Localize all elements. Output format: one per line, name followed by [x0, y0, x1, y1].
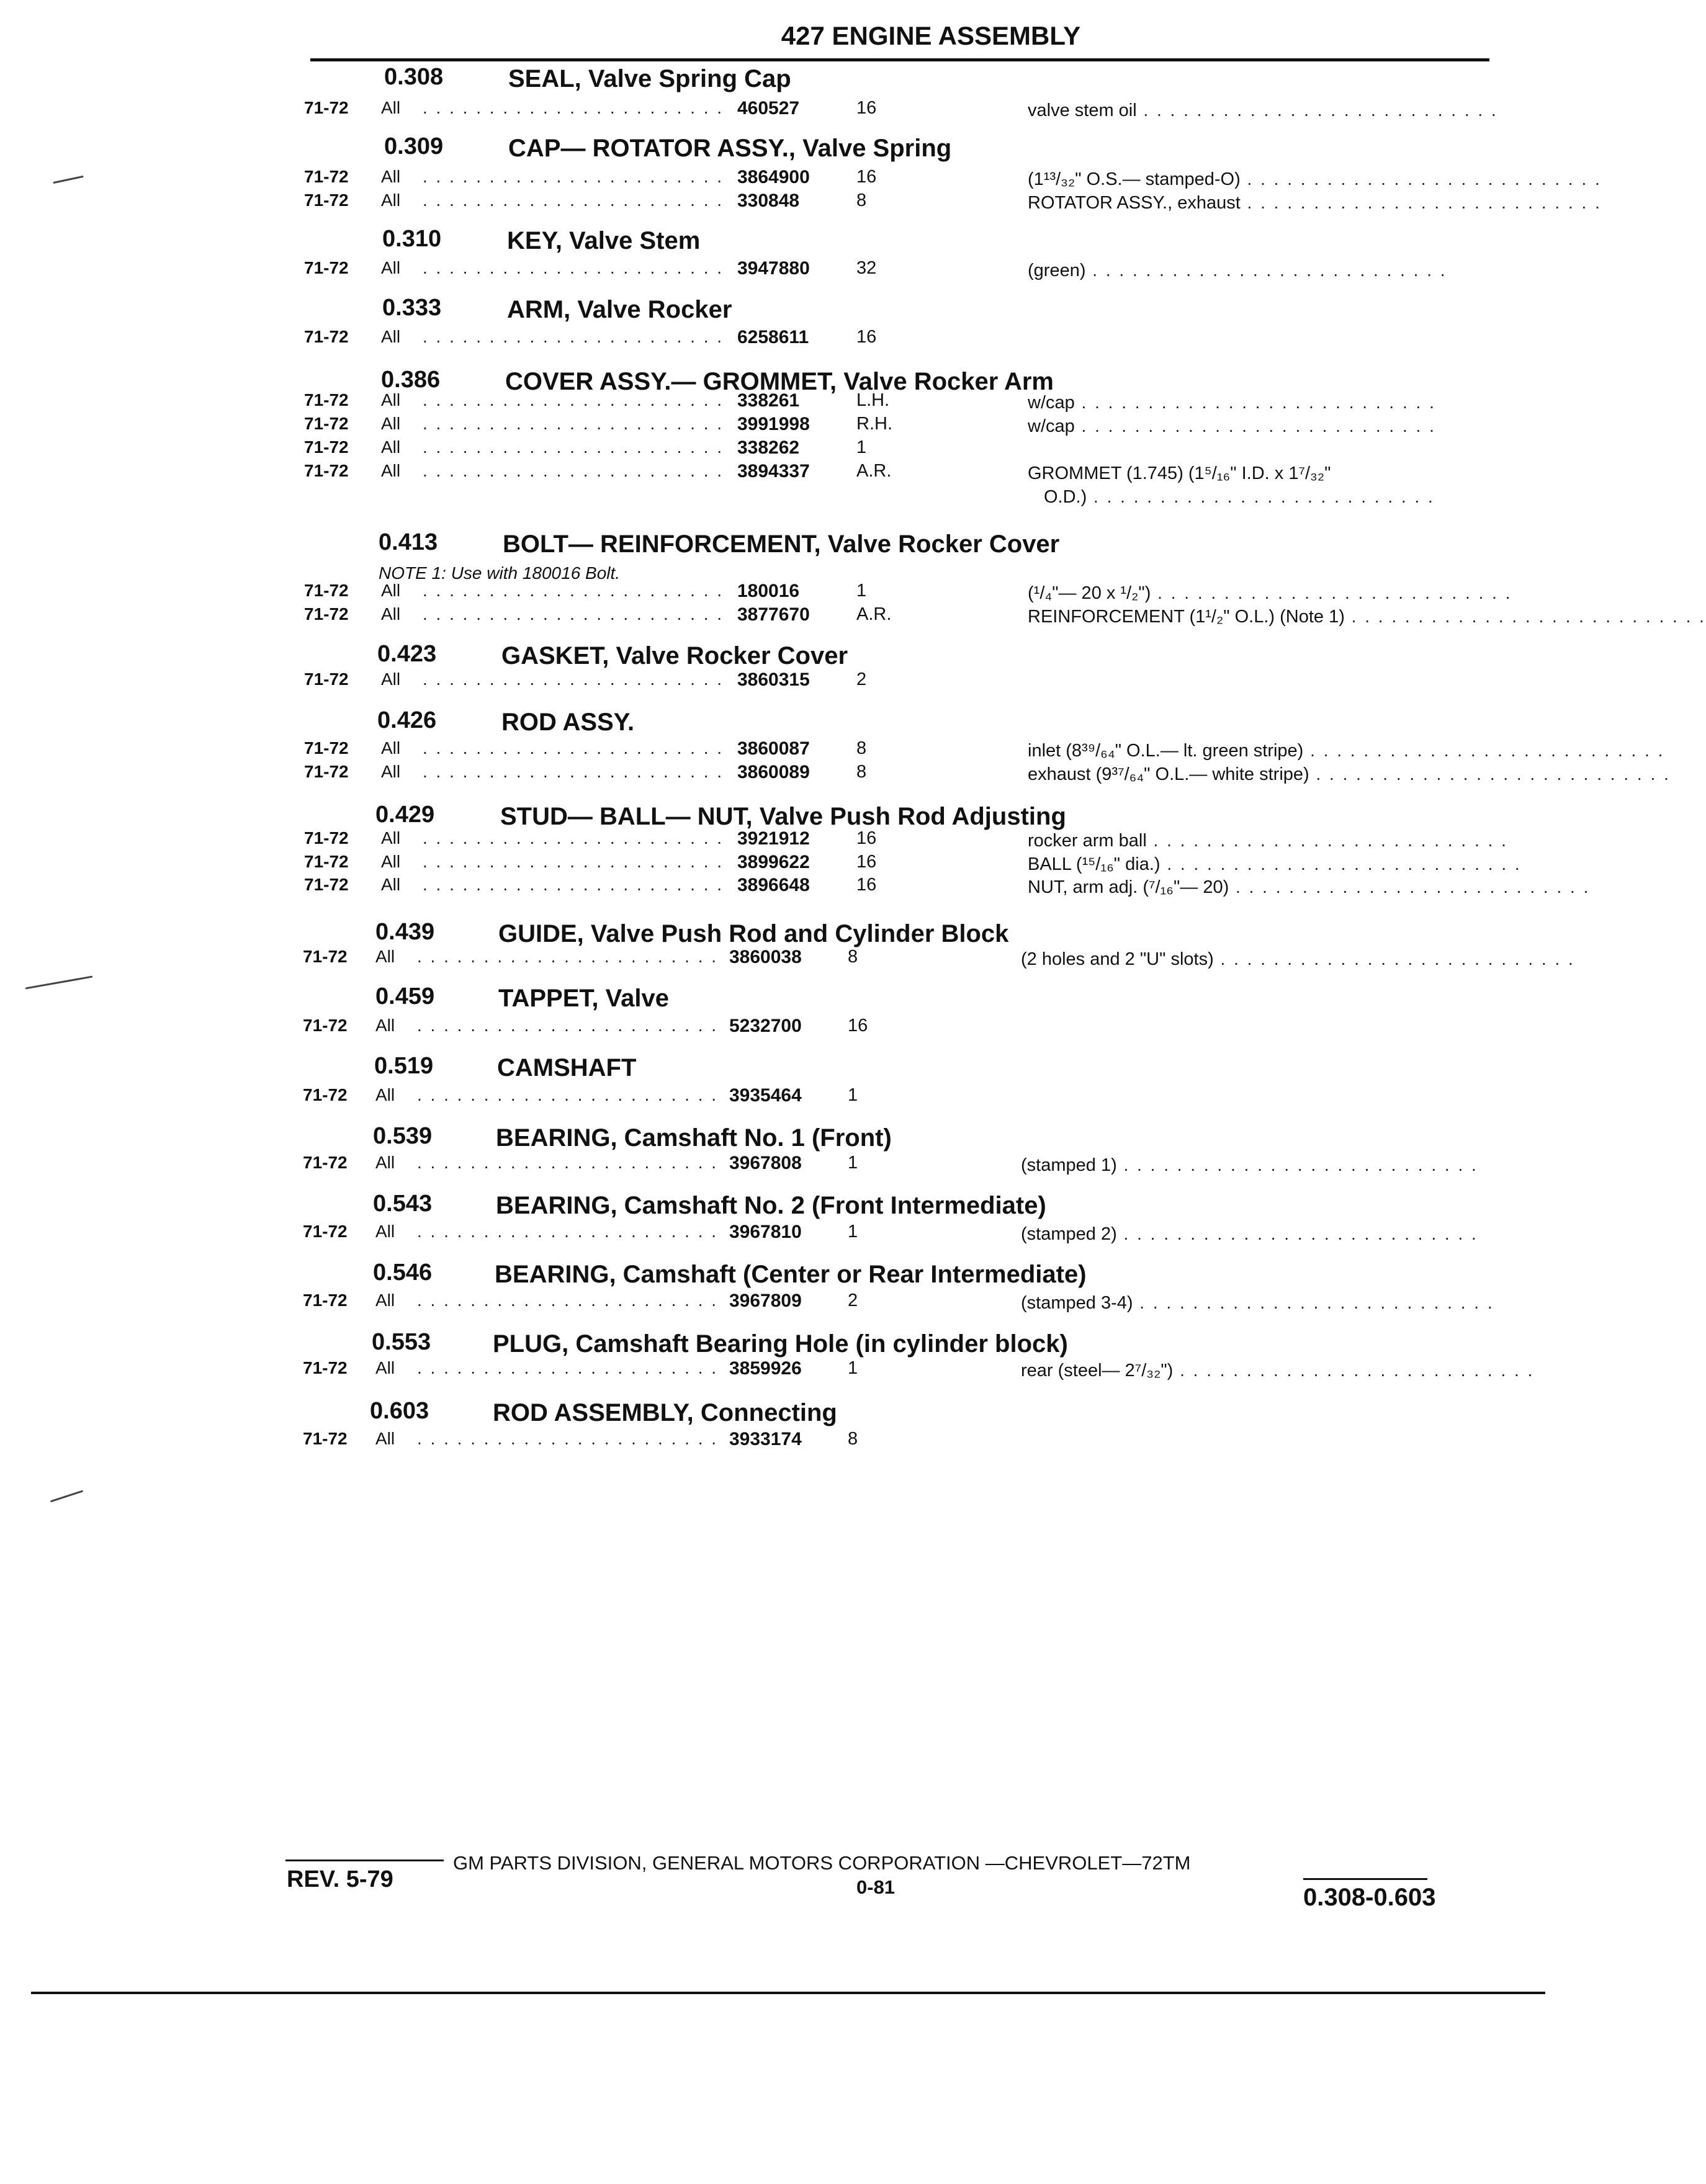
- line-model-years: 71-72: [304, 190, 349, 210]
- line-description-text: w/cap: [1028, 393, 1075, 413]
- line-description-text: REINFORCEMENT (1¹/₂" O.L.) (Note 1): [1028, 607, 1345, 627]
- line-model-years: 71-72: [304, 604, 349, 624]
- item-name: CAMSHAFT: [497, 1054, 637, 1081]
- item-code: 0.423: [377, 641, 437, 667]
- line-part-number: 3860087: [737, 738, 810, 759]
- line-trim: All: [381, 762, 401, 781]
- line-description-text: (stamped 1): [1021, 1155, 1117, 1175]
- line-model-years: 71-72: [303, 1429, 348, 1448]
- line-model-years: 71-72: [304, 852, 349, 871]
- item-code: 0.308: [384, 64, 444, 90]
- item-code: 0.603: [370, 1398, 429, 1424]
- item-code: 0.333: [382, 295, 442, 321]
- leader-dots: . . . . . . . . . . . . . . . . . . . . . . .: [423, 167, 724, 186]
- leader-dots: . . . . . . . . . . . . . . . . . . . . . . .: [423, 258, 724, 277]
- line-description-text: ROTATOR ASSY., exhaust: [1028, 193, 1241, 213]
- leader-dots: . . . . . . . . . . . . . . . . . . . . . . . . . . .: [1229, 877, 1591, 897]
- item-name: COVER ASSY.— GROMMET, Valve Rocker Arm: [505, 368, 1054, 395]
- line-quantity: 8: [856, 762, 867, 782]
- line-model-years: 71-72: [304, 581, 349, 600]
- leader-dots: . . . . . . . . . . . . . . . . . . . . . . . . . . .: [1133, 1293, 1494, 1312]
- line-description: [1028, 741, 1665, 761]
- line-trim: All: [381, 875, 401, 894]
- leader-dots: . . . . . . . . . . . . . . . . . . . . . . .: [417, 1153, 719, 1172]
- line-trim: All: [375, 947, 395, 966]
- leader-dots: . . . . . . . . . . . . . . . . . . . . . . .: [417, 1429, 719, 1448]
- item-name: BEARING, Camshaft (Center or Rear Intermediate): [495, 1261, 1087, 1288]
- line-trim: All: [381, 190, 401, 210]
- leader-dots: . . . . . . . . . . . . . . . . . . . . . . . . . .: [1087, 487, 1435, 506]
- line-part-number: 338262: [737, 437, 800, 458]
- leader-dots: . . . . . . . . . . . . . . . . . . . . . . .: [423, 390, 724, 410]
- line-trim: All: [381, 98, 401, 117]
- line-model-years: 71-72: [304, 738, 349, 758]
- leader-dots: . . . . . . . . . . . . . . . . . . . . . . . . . . .: [1136, 101, 1498, 120]
- line-description: [1021, 1224, 1478, 1245]
- line-model-years: 71-72: [304, 437, 349, 457]
- line-trim: All: [381, 258, 401, 277]
- item-name: ROD ASSEMBLY, Connecting: [493, 1399, 837, 1426]
- line-model-years: 71-72: [304, 669, 349, 689]
- item-code: 0.546: [373, 1260, 433, 1286]
- item-code: 0.519: [374, 1053, 434, 1079]
- line-part-number: 3921912: [737, 828, 810, 849]
- bottom-rule: [31, 1992, 1545, 1994]
- line-quantity: 32: [856, 258, 877, 278]
- line-quantity: A.R.: [856, 461, 892, 481]
- item-name: BOLT— REINFORCEMENT, Valve Rocker Cover: [503, 530, 1060, 558]
- leader-dots: . . . . . . . . . . . . . . . . . . . . . . .: [423, 828, 724, 848]
- line-description: [1028, 583, 1512, 604]
- item-code: 0.543: [373, 1191, 433, 1217]
- line-quantity: 16: [856, 327, 877, 347]
- line-part-number: 3933174: [729, 1429, 802, 1449]
- leader-dots: . . . . . . . . . . . . . . . . . . . . . . .: [423, 738, 724, 758]
- line-description: [1028, 193, 1602, 213]
- item-code: 0.413: [379, 529, 438, 555]
- line-part-number: 3894337: [737, 461, 810, 481]
- line-description: [1028, 463, 1331, 484]
- line-quantity: 1: [848, 1358, 858, 1378]
- line-trim: All: [375, 1291, 395, 1310]
- line-model-years: 71-72: [304, 167, 349, 186]
- line-description-text: exhaust (9³⁷/₆₄" O.L.— white stripe): [1028, 764, 1309, 784]
- line-description-text: (1¹³/₃₂" O.S.— stamped-O): [1028, 169, 1241, 189]
- leader-dots: . . . . . . . . . . . . . . . . . . . . . . . . . . .: [1173, 1361, 1535, 1380]
- line-part-number: 3877670: [737, 604, 810, 625]
- line-description-text: rear (steel— 2⁷/₃₂"): [1021, 1361, 1174, 1381]
- item-note: NOTE 1: Use with 180016 Bolt.: [379, 563, 621, 583]
- line-part-number: 3967810: [729, 1222, 802, 1242]
- line-quantity: 8: [848, 1429, 858, 1449]
- leader-dots: . . . . . . . . . . . . . . . . . . . . . . . . . . .: [1116, 1155, 1478, 1175]
- line-description: [1028, 607, 1706, 627]
- line-model-years: 71-72: [303, 1222, 348, 1241]
- leader-dots: . . . . . . . . . . . . . . . . . . . . . . .: [417, 1358, 719, 1377]
- leader-dots: . . . . . . . . . . . . . . . . . . . . . . .: [423, 875, 724, 894]
- line-part-number: 3947880: [737, 258, 810, 279]
- line-quantity: A.R.: [856, 604, 892, 624]
- line-description-text: inlet (8³⁹/₆₄" O.L.— lt. green stripe): [1028, 741, 1304, 761]
- leader-dots: . . . . . . . . . . . . . . . . . . . . . . . . . . .: [1151, 583, 1512, 602]
- line-quantity: 8: [848, 947, 858, 967]
- line-description-continued-text: O.D.): [1044, 487, 1087, 507]
- line-part-number: 3859926: [729, 1358, 802, 1379]
- line-quantity: 8: [856, 190, 867, 210]
- line-description-text: NUT, arm adj. (⁷/₁₆"— 20): [1028, 877, 1229, 897]
- leader-dots: . . . . . . . . . . . . . . . . . . . . . . .: [423, 437, 724, 457]
- line-model-years: 71-72: [303, 1085, 348, 1104]
- item-name: TAPPET, Valve: [498, 985, 669, 1012]
- line-part-number: 3935464: [729, 1085, 802, 1106]
- line-model-years: 71-72: [303, 1291, 348, 1310]
- leader-dots: . . . . . . . . . . . . . . . . . . . . . . . . . . .: [1309, 764, 1671, 784]
- leader-dots: . . . . . . . . . . . . . . . . . . . . . . .: [423, 762, 724, 781]
- item-name: GUIDE, Valve Push Rod and Cylinder Block: [498, 920, 1009, 947]
- line-description: [1028, 261, 1478, 281]
- line-part-number: 3860315: [737, 669, 810, 690]
- item-code: 0.553: [372, 1329, 431, 1355]
- line-trim: All: [375, 1085, 395, 1104]
- leader-dots: . . . . . . . . . . . . . . . . . . . . . . .: [417, 1085, 719, 1104]
- line-description-text: w/cap: [1028, 416, 1075, 436]
- item-code: 0.309: [384, 133, 444, 159]
- leader-dots: . . . . . . . . . . . . . . . . . . . . . . .: [423, 98, 724, 117]
- leader-dots: . . . . . . . . . . . . . . . . . . . . . . . . . . .: [1303, 741, 1665, 760]
- leader-dots: . . . . . . . . . . . . . . . . . . . . . . .: [423, 327, 724, 346]
- line-quantity: 1: [848, 1222, 858, 1242]
- line-trim: All: [375, 1016, 395, 1035]
- leader-dots: . . . . . . . . . . . . . . . . . . . . . . . . . . .: [1213, 949, 1575, 969]
- item-name: KEY, Valve Stem: [507, 227, 701, 254]
- line-trim: All: [381, 437, 401, 457]
- item-code: 0.459: [375, 983, 435, 1009]
- line-quantity: 8: [856, 738, 867, 758]
- line-description-text: BALL (¹⁵/₁₆" dia.): [1028, 854, 1161, 874]
- footer-revision: REV. 5-79: [287, 1866, 393, 1892]
- leader-dots: . . . . . . . . . . . . . . . . . . . . . . .: [423, 852, 724, 871]
- line-description: [1021, 949, 1575, 970]
- item-name: SEAL, Valve Spring Cap: [508, 65, 791, 92]
- line-part-number: 3860038: [729, 947, 802, 967]
- line-description: [1028, 764, 1671, 785]
- line-quantity: 16: [856, 852, 877, 872]
- line-model-years: 71-72: [304, 390, 349, 410]
- line-description: [1021, 1361, 1535, 1381]
- line-description-text: GROMMET (1.745) (1⁵/₁₆" I.D. x 1⁷/₃₂": [1028, 463, 1331, 483]
- leader-dots: . . . . . . . . . . . . . . . . . . . . . . .: [423, 604, 724, 624]
- line-trim: All: [381, 669, 401, 689]
- line-part-number: 3967808: [729, 1153, 802, 1173]
- line-trim: All: [375, 1222, 395, 1241]
- leader-dots: . . . . . . . . . . . . . . . . . . . . . . .: [423, 190, 724, 210]
- line-part-number: 3967809: [729, 1291, 802, 1311]
- line-part-number: 3896648: [737, 875, 810, 895]
- leader-dots: . . . . . . . . . . . . . . . . . . . . . . . . . . .: [1085, 261, 1447, 280]
- footer-rule-right: [1303, 1878, 1427, 1880]
- item-code: 0.426: [377, 707, 437, 733]
- leader-dots: . . . . . . . . . . . . . . . . . . . . . . .: [423, 461, 724, 480]
- line-model-years: 71-72: [304, 875, 349, 894]
- line-part-number: 180016: [737, 581, 800, 601]
- line-trim: All: [381, 167, 401, 186]
- line-description-text: (2 holes and 2 "U" slots): [1021, 949, 1214, 969]
- line-part-number: 3899622: [737, 852, 810, 872]
- line-trim: All: [381, 738, 401, 758]
- footer-corporation: GM PARTS DIVISION, GENERAL MOTORS CORPORATION —CHEVROLET—72TM: [453, 1852, 1191, 1874]
- leader-dots: . . . . . . . . . . . . . . . . . . . . . . . . . . .: [1146, 831, 1508, 850]
- item-code: 0.539: [373, 1123, 433, 1149]
- item-code: 0.429: [375, 802, 435, 828]
- line-quantity: 16: [856, 828, 877, 848]
- leader-dots: . . . . . . . . . . . . . . . . . . . . . . .: [417, 1016, 719, 1035]
- line-description-text: (green): [1028, 261, 1086, 280]
- leader-dots: . . . . . . . . . . . . . . . . . . . . . . .: [423, 581, 724, 600]
- line-description-text: rocker arm ball: [1028, 831, 1147, 851]
- leader-dots: . . . . . . . . . . . . . . . . . . . . . . .: [417, 947, 719, 966]
- leader-dots: . . . . . . . . . . . . . . . . . . . . . . . . . . .: [1074, 393, 1436, 412]
- footer-rule-left: [285, 1860, 444, 1861]
- line-part-number: 3860089: [737, 762, 810, 782]
- line-quantity: 1: [848, 1153, 858, 1173]
- line-quantity: 16: [848, 1016, 868, 1036]
- page-title: 427 ENGINE ASSEMBLY: [781, 21, 1081, 50]
- line-trim: All: [381, 828, 401, 848]
- line-model-years: 71-72: [304, 258, 349, 277]
- leader-dots: . . . . . . . . . . . . . . . . . . . . . . . . . . .: [1344, 607, 1706, 626]
- line-model-years: 71-72: [304, 461, 349, 480]
- line-description-text: valve stem oil: [1028, 101, 1137, 120]
- line-description: [1028, 877, 1591, 898]
- line-model-years: 71-72: [303, 1016, 348, 1035]
- item-name: BEARING, Camshaft No. 1 (Front): [496, 1124, 892, 1152]
- item-code: 0.386: [381, 367, 441, 393]
- line-quantity: 2: [856, 669, 867, 689]
- leader-dots: . . . . . . . . . . . . . . . . . . . . . . . . . . .: [1160, 854, 1522, 874]
- leader-dots: . . . . . . . . . . . . . . . . . . . . . . .: [417, 1291, 719, 1310]
- line-description-text: (stamped 3-4): [1021, 1293, 1133, 1313]
- leader-dots: . . . . . . . . . . . . . . . . . . . . . . . . . . .: [1240, 169, 1602, 189]
- leader-dots: . . . . . . . . . . . . . . . . . . . . . . .: [423, 414, 724, 433]
- item-code: 0.439: [375, 919, 435, 945]
- line-model-years: 71-72: [304, 327, 349, 346]
- line-model-years: 71-72: [304, 762, 349, 781]
- line-trim: All: [381, 461, 401, 480]
- line-part-number: 330848: [737, 190, 800, 211]
- line-part-number: 3991998: [737, 414, 810, 434]
- line-trim: All: [381, 327, 401, 346]
- item-name: ROD ASSY.: [501, 709, 635, 736]
- item-name: PLUG, Camshaft Bearing Hole (in cylinder block): [493, 1330, 1068, 1358]
- line-description: [1028, 393, 1478, 413]
- item-name: CAP— ROTATOR ASSY., Valve Spring: [508, 135, 952, 162]
- line-trim: All: [381, 414, 401, 433]
- item-code: 0.310: [382, 226, 442, 252]
- line-part-number: 3864900: [737, 167, 810, 187]
- line-model-years: 71-72: [304, 98, 349, 117]
- line-trim: All: [381, 852, 401, 871]
- line-description: [1028, 169, 1602, 190]
- line-trim: All: [375, 1153, 395, 1172]
- line-quantity: 16: [856, 167, 877, 187]
- line-model-years: 71-72: [303, 947, 348, 966]
- item-name: GASKET, Valve Rocker Cover: [501, 642, 848, 669]
- line-model-years: 71-72: [303, 1358, 348, 1377]
- line-model-years: 71-72: [304, 414, 349, 433]
- line-quantity: 2: [848, 1291, 858, 1310]
- leader-dots: . . . . . . . . . . . . . . . . . . . . . . . . . . .: [1074, 416, 1436, 436]
- item-name: ARM, Valve Rocker: [507, 296, 732, 323]
- line-trim: All: [381, 581, 401, 600]
- line-model-years: 71-72: [303, 1153, 348, 1172]
- line-description-text: (¹/₄"— 20 x ¹/₂"): [1028, 583, 1151, 603]
- footer-page-number: 0-81: [856, 1876, 896, 1898]
- line-part-number: 5232700: [729, 1016, 802, 1036]
- line-quantity: 16: [856, 98, 877, 118]
- line-part-number: 6258611: [737, 327, 809, 347]
- scan-speck: [50, 1490, 83, 1503]
- line-description-text: (stamped 2): [1021, 1224, 1117, 1244]
- line-model-years: 71-72: [304, 828, 349, 848]
- line-description: [1028, 854, 1522, 875]
- line-description: [1021, 1293, 1494, 1314]
- line-part-number: 338261: [737, 390, 800, 411]
- line-quantity: 16: [856, 875, 877, 895]
- line-quantity: R.H.: [856, 414, 892, 434]
- line-trim: All: [381, 390, 401, 410]
- line-description: [1028, 416, 1478, 437]
- line-quantity: 1: [848, 1085, 858, 1105]
- line-trim: All: [381, 604, 401, 624]
- line-quantity: 1: [856, 437, 867, 457]
- item-name: STUD— BALL— NUT, Valve Push Rod Adjusting: [500, 803, 1066, 830]
- leader-dots: . . . . . . . . . . . . . . . . . . . . . . .: [417, 1222, 719, 1241]
- line-trim: All: [375, 1429, 395, 1448]
- footer-item-range: 0.308-0.603: [1303, 1884, 1436, 1911]
- line-description: [1028, 101, 1498, 121]
- leader-dots: . . . . . . . . . . . . . . . . . . . . . . . . . . .: [1240, 193, 1602, 212]
- line-part-number: 460527: [737, 98, 800, 119]
- leader-dots: . . . . . . . . . . . . . . . . . . . . . . .: [423, 669, 724, 689]
- line-quantity: 1: [856, 581, 867, 601]
- leader-dots: . . . . . . . . . . . . . . . . . . . . . . . . . . .: [1116, 1224, 1478, 1243]
- line-quantity: L.H.: [856, 390, 890, 410]
- line-description: [1021, 1155, 1478, 1176]
- item-name: BEARING, Camshaft No. 2 (Front Intermediate): [496, 1192, 1046, 1219]
- line-description-continued: [1044, 487, 1478, 508]
- line-description: [1028, 831, 1508, 851]
- line-trim: All: [375, 1358, 395, 1377]
